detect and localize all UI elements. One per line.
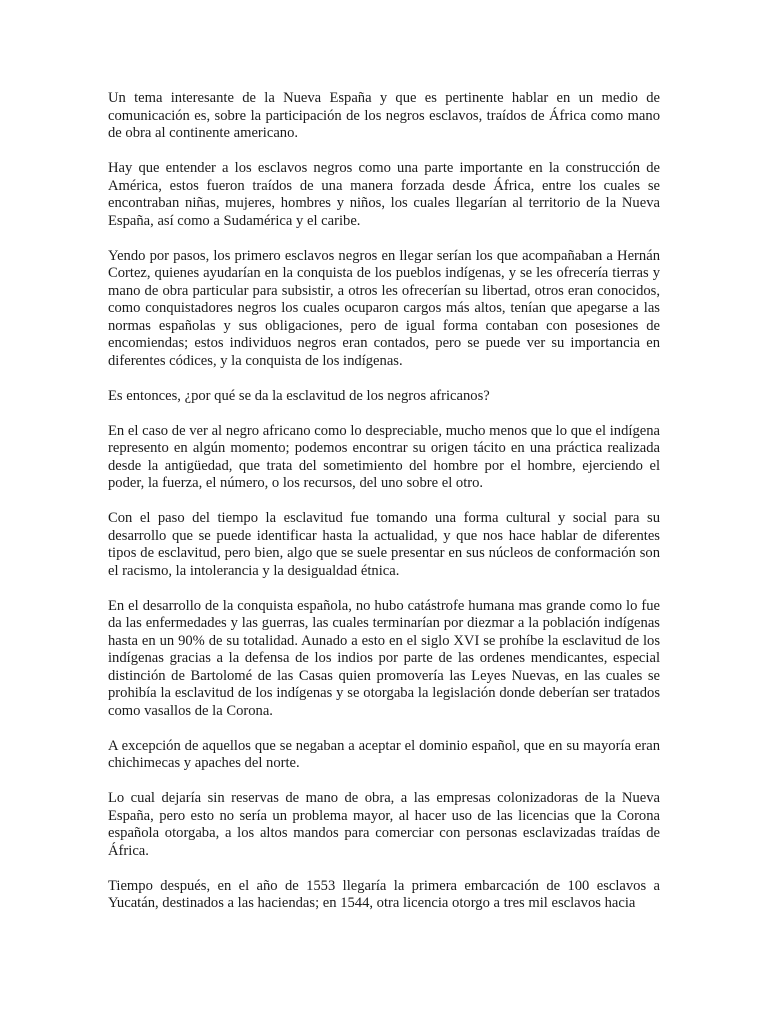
paragraph-8: A excepción de aquellos que se negaban a aceptar el dominio español, que en su mayoría eran chichimecas y apaches del norte.: [108, 737, 660, 771]
paragraph-1: Un tema interesante de la Nueva España y que es pertinente hablar en un medio de comunicación es, sobre la participación de los negros esclavos, traídos de África como mano de obra al continente americano.: [108, 90, 660, 141]
paragraph-7: En el desarrollo de la conquista española, no hubo catástrofe humana mas grande como lo fue da las enfermedades y las guerras, las cuales terminarían por diezmar a la población indígenas hasta en un 90% de su totalidad. Aunado a esto en el siglo XVI se prohíbe la esclavitud de los indígenas gracias a la defensa de los indios por parte de las ordenes mendicantes, especial distinción de Bartolomé de las Casas quien promovería las Leyes Nuevas, en las cuales se prohibía la esclavitud de los indígenas y se otorgaba la legislación donde deberían ser tratados como vasallos de la Corona.: [108, 597, 660, 719]
paragraph-6: Con el paso del tiempo la esclavitud fue tomando una forma cultural y social para su desarrollo que se puede identificar hasta la actualidad, y que nos hace hablar de diferentes tipos de esclavitud, pero bien, algo que se suele presentar en sus núcleos de conformación son el racismo, la intolerancia y la desigualdad étnica.: [108, 510, 660, 579]
paragraph-10: Tiempo después, en el año de 1553 llegaría la primera embarcación de 100 esclavos a Yucatán, destinados a las haciendas; en 1544, otra licencia otorgo a tres mil esclavos hacia: [108, 877, 660, 911]
paragraph-5: En el caso de ver al negro africano como lo despreciable, mucho menos que lo que el indígena represento en algún momento; podemos encontrar su origen tácito en una práctica realizada desde la antigüedad, que trata del sometimiento del hombre por el hombre, ejerciendo el poder, la fuerza, el número, o los recursos, del uno sobre el otro.: [108, 422, 660, 491]
paragraph-4: Es entonces, ¿por qué se da la esclavitud de los negros africanos?: [108, 387, 490, 404]
paragraph-3: Yendo por pasos, los primero esclavos negros en llegar serían los que acompañaban a Hernán Cortez, quienes ayudarían en la conquista de los pueblos indígenas, y se les ofrecería tierras y mano de obra particular para subsistir, a otros les ofrecerían su libertad, otros eran conocidos, como conquistadores negros los cuales ocuparon cargos más altos, tenían que apegarse a las normas españolas y sus obligaciones, pero de igual forma contaban con posesiones de encomiendas; estos individuos negros eran contados, pero se puede ver su importancia en diferentes códices, y la conquista de los indígenas.: [108, 247, 660, 369]
paragraph-2: Hay que entender a los esclavos negros como una parte importante en la construcción de América, estos fueron traídos de una manera forzada desde África, entre los cuales se encontraban niñas, mujeres, hombres y niños, los cuales llegarían al territorio de la Nueva España, así como a Sudamérica y el caribe.: [108, 160, 660, 229]
paragraph-9: Lo cual dejaría sin reservas de mano de obra, a las empresas colonizadoras de la Nueva España, pero esto no sería un problema mayor, al hacer uso de las licencias que la Corona española otorgaba, a los altos mandos para comerciar con personas esclavizadas traídas de África.: [108, 790, 660, 859]
